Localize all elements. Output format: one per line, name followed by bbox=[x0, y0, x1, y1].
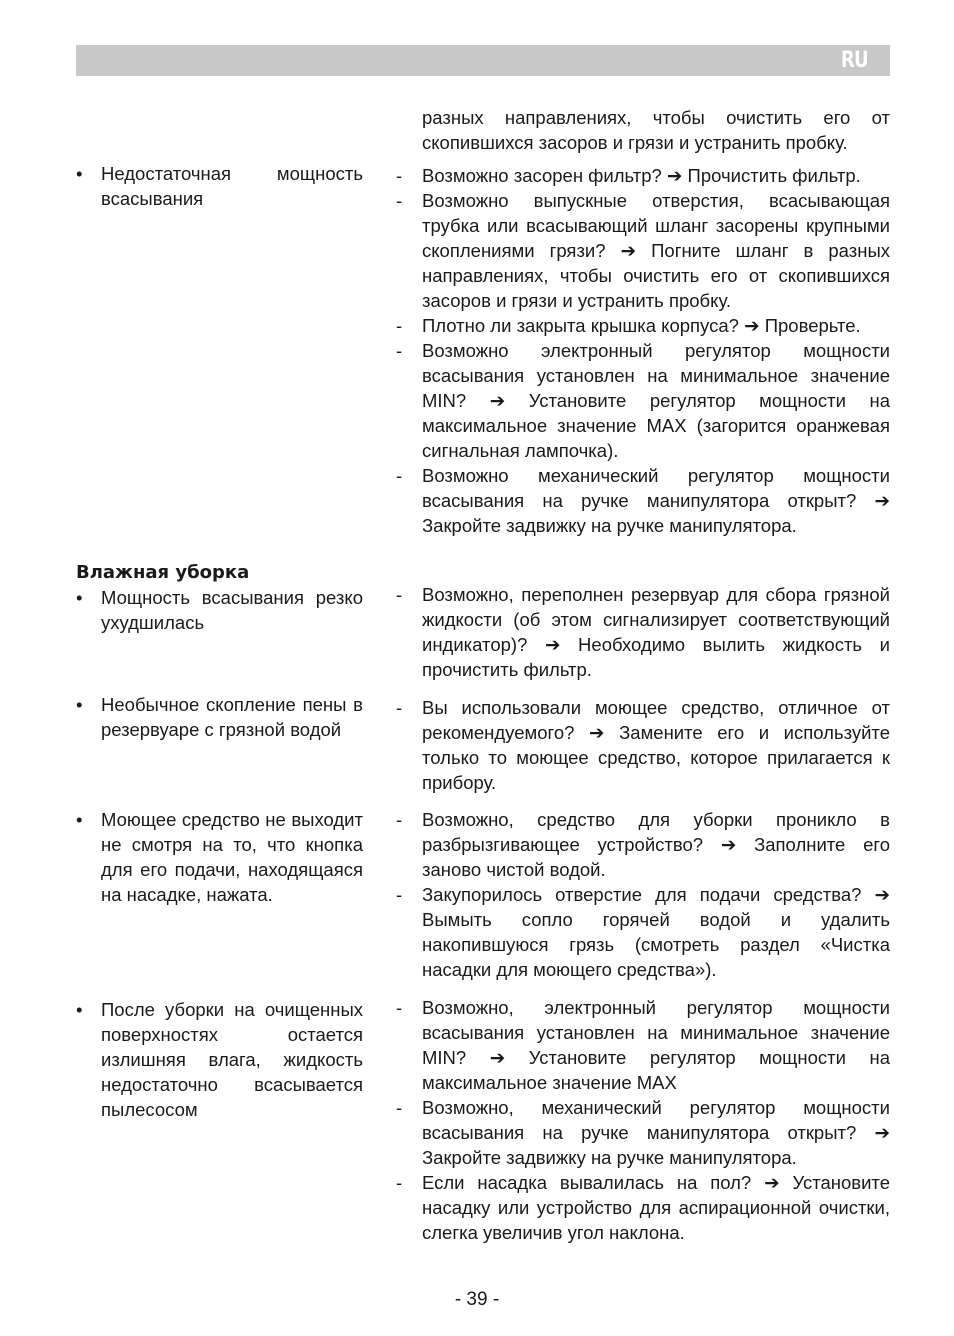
solution-text: Вы использовали моющее средство, отличное от рекомендуемого? ➔ Замените его и используйте только то моющее средство, которое прилагается к прибору. bbox=[422, 697, 890, 793]
solutions-3 bbox=[396, 695, 890, 795]
solution-text: Возможно электронный регулятор мощности всасывания установлен на минимальное значение MIN? ➔ Установите регулятор мощности на максимальное значение MAX (загорится оранжевая сигнальная лампочка). bbox=[422, 340, 890, 461]
dash-marker: - bbox=[396, 697, 403, 718]
solution-item bbox=[396, 313, 890, 338]
dash-marker: - bbox=[396, 1097, 403, 1118]
dash-marker: - bbox=[396, 315, 403, 336]
dash-marker: - bbox=[396, 190, 403, 211]
intro-continuation bbox=[396, 105, 890, 155]
solutions-1 bbox=[396, 163, 890, 538]
solution-item bbox=[396, 995, 890, 1095]
solution-item bbox=[396, 1170, 890, 1245]
dash-marker: - bbox=[396, 1172, 403, 1193]
dash-marker: - bbox=[396, 584, 403, 605]
solution-text: Закупорилось отверстие для подачи средства? ➔ Вымыть сопло горячей водой и удалить накопившуюся грязь (смотреть раздел «Чистка насадки для моющего средства»). bbox=[422, 884, 890, 980]
solution-text: Возможно засорен фильтр? ➔ Прочистить фильтр. bbox=[422, 165, 861, 186]
solutions-5 bbox=[396, 995, 890, 1245]
solution-item bbox=[396, 882, 890, 982]
problem-text: • Недостаточная мощность всасывания bbox=[76, 161, 363, 211]
dash-marker: - bbox=[396, 165, 403, 186]
intro-text: разных направлениях, чтобы очистить его от скопившихся засоров и грязи и устранить пробку. bbox=[422, 107, 890, 153]
problem-3 bbox=[76, 692, 363, 742]
solution-item bbox=[396, 807, 890, 882]
solutions-2 bbox=[396, 582, 890, 682]
dash-marker: - bbox=[396, 884, 403, 905]
wet-cleaning-heading: Влажная уборка bbox=[76, 562, 250, 583]
language-label: RU bbox=[841, 48, 868, 73]
solution-text: Возможно, переполнен резервуар для сбора грязной жидкости (об этом сигнализирует соответствующий индикатор)? ➔ Необходимо вылить жидкость и прочистить фильтр. bbox=[422, 584, 890, 680]
solution-text: Возможно выпускные отверстия, всасывающая трубка или всасывающий шланг засорены крупными скоплениями грязи? ➔ Погните шланг в разных направлениях, чтобы очистить его от скопившихся засоров и грязи и устранить пробку. bbox=[422, 190, 890, 311]
solution-item bbox=[396, 582, 890, 682]
solution-item bbox=[396, 188, 890, 313]
problem-1 bbox=[76, 161, 363, 211]
solution-text: Возможно механический регулятор мощности всасывания на ручке манипулятора открыт? ➔ Закройте задвижку на ручке манипулятора. bbox=[422, 465, 890, 536]
problem-4 bbox=[76, 807, 363, 907]
solution-text: Плотно ли закрыта крышка корпуса? ➔ Проверьте. bbox=[422, 315, 861, 336]
dash-marker: - bbox=[396, 340, 403, 361]
solution-item bbox=[396, 163, 890, 188]
solution-text: Возможно, механический регулятор мощности всасывания на ручке манипулятора открыт? ➔ Закройте задвижку на ручке манипулятора. bbox=[422, 1097, 890, 1168]
solution-item bbox=[396, 338, 890, 463]
page-number: - 39 - bbox=[454, 1289, 500, 1310]
problem-text: • Мощность всасывания резко ухудшилась bbox=[76, 585, 363, 635]
problem-text: • Необычное скопление пены в резервуаре с грязной водой bbox=[76, 692, 363, 742]
dash-marker: - bbox=[396, 465, 403, 486]
solution-text: Если насадка вывалилась на пол? ➔ Установите насадку или устройство для аспирационной очистки, слегка увеличив угол наклона. bbox=[422, 1172, 890, 1243]
solution-item bbox=[396, 463, 890, 538]
problem-2 bbox=[76, 585, 363, 635]
header-bar bbox=[76, 45, 890, 76]
problem-text: • Моющее средство не выходит не смотря на то, что кнопка для его подачи, находящаяся на насадке, нажата. bbox=[76, 807, 363, 907]
solution-text: Возможно, электронный регулятор мощности всасывания установлен на минимальное значение MIN? ➔ Установите регулятор мощности на максимальное значение MAX bbox=[422, 997, 890, 1093]
solution-item bbox=[396, 695, 890, 795]
solution-item bbox=[396, 1095, 890, 1170]
dash-marker: - bbox=[396, 997, 403, 1018]
problem-5 bbox=[76, 997, 363, 1122]
solutions-4 bbox=[396, 807, 890, 982]
solution-text: Возможно, средство для уборки проникло в разбрызгивающее устройство? ➔ Заполните его заново чистой водой. bbox=[422, 809, 890, 880]
dash-marker: - bbox=[396, 809, 403, 830]
problem-text: • После уборки на очищенных поверхностях остается излишняя влага, жидкость недостаточно всасывается пылесосом bbox=[76, 997, 363, 1122]
